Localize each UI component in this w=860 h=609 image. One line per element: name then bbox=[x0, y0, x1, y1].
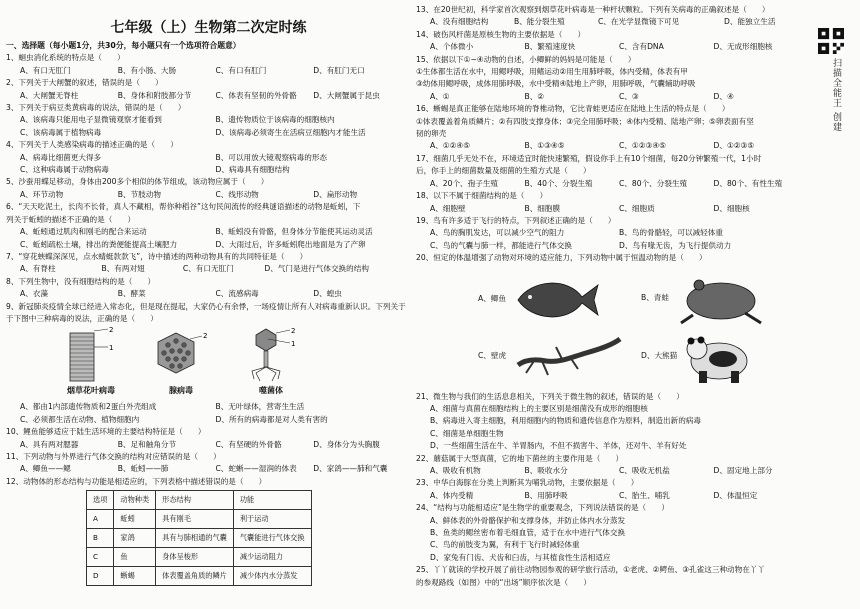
question-13: 13、在20世纪初，科学家首次观察到烟草花叶病毒是一种杆状颗粒。下列有关病毒的正确叙述是（ ） bbox=[416, 5, 770, 14]
option: C、鸟的前肢变为翼，有利于飞行时减轻体重 bbox=[430, 540, 580, 550]
option: C、流感病毒 bbox=[215, 289, 259, 299]
animal-label: B、青蛙 bbox=[641, 293, 669, 303]
option: A、吸收有机物 bbox=[430, 465, 481, 475]
qr-code-icon bbox=[818, 28, 844, 54]
table-cell: 具有与肺相通的气囊 bbox=[156, 529, 234, 548]
question-23-options bbox=[430, 490, 808, 502]
label-number: 1 bbox=[109, 344, 114, 353]
option: B、有小肠、大肠 bbox=[117, 65, 177, 75]
table-cell: 减少体内水分蒸发 bbox=[233, 567, 311, 586]
option: D、家兔有门齿、犬齿和臼齿，与其植食性生活相适应 bbox=[430, 552, 611, 562]
option: C、胎生、哺乳 bbox=[619, 490, 670, 500]
question-10: 10、鲤鱼能够适应于陆生活环境的主要结构特征是（ ） bbox=[6, 427, 206, 437]
option: C、这种病毒属于动物病毒 bbox=[20, 165, 109, 175]
tobacco-mosaic-virus-illustration bbox=[56, 327, 126, 383]
question-6: 6、“天天吃泥土，长肉不长骨，真人不藏相，帮你种稻谷”这句民间流传的经典谜语描述的动物是蚯蚓，下 bbox=[6, 202, 361, 212]
option: A、鸟的胸肌发达，可以减少空气的阻力 bbox=[430, 228, 565, 238]
option: A、有口无肛门 bbox=[20, 65, 71, 75]
animal-frog bbox=[641, 273, 765, 325]
question-24: 24、“结构与功能相适应”是生物学的重要观念，下列说法错误的是（ ） bbox=[416, 503, 669, 513]
option: B、蚯蚓没有骨骼，但身体分节能使其运动灵活 bbox=[215, 227, 373, 237]
animal-label: D、大熊猫 bbox=[641, 351, 678, 361]
question-5-options bbox=[20, 189, 411, 201]
option: D、大雨过后，许多蚯蚓爬出地面是为了产卵 bbox=[215, 239, 366, 249]
option: C、①②③④⑤ bbox=[619, 141, 666, 151]
question-22-options bbox=[430, 465, 808, 477]
option: C、线形动物 bbox=[215, 189, 259, 199]
table-cell: 具有刚毛 bbox=[156, 510, 234, 529]
question-17-cont: 后，你手上的细菌数量及细菌的生殖方式是（ ） bbox=[416, 166, 591, 176]
question-25: 25、丫丫就读的学校开展了前往动物园参观的研学旅行活动，①老虎、②鳄鱼、③孔雀这三种动物在丫丫 bbox=[416, 565, 766, 575]
question-6-options bbox=[20, 226, 411, 238]
panda-icon bbox=[683, 329, 753, 385]
option: B、足和触角分节 bbox=[117, 439, 177, 449]
option: C、体表有坚韧的外骨骼 bbox=[215, 90, 297, 100]
table-cell: 蚯蚓 bbox=[114, 510, 156, 529]
option: A、都由1内部遗传物质和2蛋白外壳组成 bbox=[20, 402, 157, 412]
table-header: 形态结构 bbox=[156, 491, 234, 510]
label-number: 2 bbox=[109, 327, 114, 335]
figure-label: 烟草花叶病毒 bbox=[67, 386, 115, 396]
option: D、该病毒必须寄生在活病豆细胞内才能生活 bbox=[215, 127, 366, 137]
option: B、有两对翅 bbox=[101, 264, 145, 274]
option: C、蛇蜥——湿润的体表 bbox=[215, 464, 297, 474]
question-12: 12、动物体的形态结构与功能是相适应的，下列表格中描述错误的是（ ） bbox=[6, 476, 267, 486]
figure-tobacco-mosaic-virus bbox=[51, 327, 131, 401]
question-9: 9、新冠肺炎疫情全球已经进入常态化，但是现在提起，大家仍心有余悸，一场疫情让所有人对病毒重新认识。下列关于 bbox=[6, 301, 406, 311]
table-cell: 减少运动阻力 bbox=[233, 548, 311, 567]
question-15-items-b: ③幼体用鳃呼吸，成体用肺呼吸，水中受精④陆地上产卵，用肺呼吸，气囊辅助呼吸 bbox=[416, 79, 696, 89]
option: D、扁形动物 bbox=[313, 189, 358, 199]
option: C、③ bbox=[619, 91, 639, 101]
question-9-options bbox=[20, 401, 411, 413]
question-4-options bbox=[20, 152, 411, 164]
option: B、吸收水分 bbox=[524, 465, 568, 475]
table-header: 选项 bbox=[87, 491, 114, 510]
question-2-options bbox=[20, 90, 411, 102]
section-heading: 一、选择题（每小题1分，共30分，每小题只有一个选项符合题意） bbox=[6, 41, 241, 50]
option: C、有坚硬的外骨骼 bbox=[215, 439, 282, 449]
option: A、病毒比细菌更大得多 bbox=[20, 152, 102, 162]
question-25-cont: 的参观路线（如图）中的“出场”顺序依次是（ ） bbox=[416, 577, 591, 587]
option: C、在光学显微镜下可见 bbox=[598, 17, 680, 27]
question-19-options bbox=[430, 227, 808, 239]
question-14-options bbox=[430, 41, 808, 53]
option: C、含有DNA bbox=[619, 42, 664, 52]
option: D、家鸽——肺和气囊 bbox=[313, 464, 388, 474]
animal-giant-panda bbox=[641, 329, 753, 385]
question-3-options bbox=[20, 114, 411, 126]
figure-adenovirus bbox=[141, 327, 221, 401]
question-17-options bbox=[430, 178, 808, 190]
option: A、没有细胞结构 bbox=[430, 17, 489, 27]
option: D、细胞核 bbox=[713, 203, 750, 213]
question-7: 7、“穿花蛱蝶深深见，点水蜻蜓款款飞”，诗中描述的两种动物具有的共同特征是（ ） bbox=[6, 251, 308, 261]
option: D、蝗虫 bbox=[313, 289, 342, 299]
question-3: 3、下列关于病豆类黄病毒的说法，错误的是（ ） bbox=[6, 103, 186, 113]
table-cell: A bbox=[87, 510, 114, 529]
question-6-options-b bbox=[20, 239, 411, 251]
table-row bbox=[87, 529, 312, 548]
scanner-watermark: 扫描全能王 创建 bbox=[831, 58, 841, 132]
option: A、环节动物 bbox=[20, 189, 64, 199]
option: A、鲫鱼——鳃 bbox=[20, 464, 71, 474]
question-3-options-b bbox=[20, 127, 411, 139]
option: C、80个、分裂生殖 bbox=[619, 178, 688, 188]
option: A、体内受精 bbox=[430, 490, 474, 500]
option: D、无成形细胞核 bbox=[713, 42, 773, 52]
option: B、可以用放大镜观察病毒的形态 bbox=[215, 152, 328, 162]
question-15-options bbox=[430, 91, 808, 103]
option: D、①②③⑤ bbox=[713, 141, 755, 151]
option: A、20个、孢子生殖 bbox=[430, 178, 499, 188]
option: D、大闸蟹属于昆虫 bbox=[313, 90, 380, 100]
option: B、节肢动物 bbox=[117, 189, 161, 199]
question-19-options-b bbox=[430, 240, 808, 252]
question-11: 11、下列动物与外界进行气体交换的结构对应错误的是（ ） bbox=[6, 451, 221, 461]
question-1-options bbox=[20, 65, 411, 77]
label-number: 2 bbox=[203, 332, 208, 341]
question-14: 14、破伤风杆菌是原核生物的主要依据是（ ） bbox=[416, 29, 586, 39]
right-column bbox=[416, 4, 808, 589]
table-row bbox=[87, 567, 312, 586]
table-cell: D bbox=[87, 567, 114, 586]
table-header-row bbox=[87, 491, 312, 510]
question-5: 5、沙蚕用蝶足移动，身体由200多个相似的体节组成，该动物应属于（ ） bbox=[6, 177, 269, 187]
animal-figures bbox=[416, 269, 808, 389]
option: B、病毒进入寄主细胞，利用细胞内的物质和遗传信息作为原料，制造出新的病毒 bbox=[430, 416, 701, 426]
label-number: 1 bbox=[291, 340, 296, 349]
question-16-items-b: 韧的卵壳 bbox=[416, 129, 447, 139]
option: A、① bbox=[430, 91, 450, 101]
option: B、无叶绿体，营寄生生活 bbox=[215, 402, 305, 412]
option: A、细菌与真菌在细胞结构上的主要区别是细菌没有成形的细胞核 bbox=[430, 403, 648, 413]
question-2: 2、下列关于大闸蟹的叙述，错误的是（ ） bbox=[6, 78, 163, 88]
question-19: 19、鸟有许多适于飞行的特点，下列叙述正确的是（ ） bbox=[416, 215, 616, 225]
question-4-options-b bbox=[20, 164, 411, 176]
fish-icon bbox=[512, 277, 602, 323]
option: B、细胞膜 bbox=[524, 203, 561, 213]
question-4: 4、下列关于人类感染病毒的描述正确的是（ ） bbox=[6, 140, 178, 150]
option: C、该病毒属于植物病毒 bbox=[20, 127, 102, 137]
question-15-items: ①生体都生活在水中，用鳃呼吸，用鳍运动②用生用肺呼吸，体内受精，体表有甲 bbox=[416, 67, 688, 77]
question-6-cont: 列关于蚯蚓的描述不正确的是（ ） bbox=[6, 214, 136, 224]
option: B、能分裂生殖 bbox=[514, 17, 565, 27]
option: A、蚯蚓通过肌肉和刚毛的配合来运动 bbox=[20, 227, 147, 237]
table-cell: 鱼 bbox=[114, 548, 156, 567]
option: A、①②④⑤ bbox=[430, 141, 471, 151]
question-20: 20、恒定的体温增强了动物对环境的适应能力，下列动物中属于恒温动物的是（ ） bbox=[416, 253, 707, 263]
question-9-cont: 于下图中三种病毒的说法，正确的是（ ） bbox=[6, 313, 158, 323]
table-header: 动物种类 bbox=[114, 491, 156, 510]
option: B、遗传物质位于该病毒的细胞核内 bbox=[215, 115, 335, 125]
left-column bbox=[6, 4, 411, 586]
table-row bbox=[87, 510, 312, 529]
question-13-options bbox=[430, 16, 808, 28]
option: B、鸟的骨骼轻，可以减轻体重 bbox=[619, 228, 723, 238]
option: C、吸收无机盐 bbox=[619, 465, 670, 475]
option: D、病毒具有细胞结构 bbox=[215, 165, 290, 175]
page-title: 七年级（上）生物第二次定时练 bbox=[110, 20, 307, 36]
figure-bacteriophage bbox=[231, 327, 311, 401]
option: C、有口有肛门 bbox=[215, 65, 267, 75]
table-cell: 蜥蜴 bbox=[114, 567, 156, 586]
option: C、蚯蚓疏松土壤，排出的粪便能提高土壤肥力 bbox=[20, 239, 178, 249]
option: D、④ bbox=[713, 91, 734, 101]
question-16: 16、蜥蜴是真正能够在陆地环境的脊椎动物，它比青蛙更适应在陆地上生活的特点是（ ） bbox=[416, 104, 730, 114]
animal-label: C、壁虎 bbox=[478, 351, 507, 361]
question-7-options bbox=[20, 263, 411, 275]
question-23: 23、中华白海豚在分类上判断其为哺乳动物，主要依据是（ ） bbox=[416, 478, 639, 488]
question-11-options bbox=[20, 463, 411, 475]
bacteriophage-illustration bbox=[236, 327, 306, 383]
option: A、细胞壁 bbox=[430, 203, 466, 213]
question-17: 17、细菌几乎无处不在，环境适宜时能快速繁殖，假设你手上有10个细菌，每20分钟繁殖一代，1小时 bbox=[416, 153, 762, 163]
table-cell: 气囊能进行气体交换 bbox=[233, 529, 311, 548]
option: C、必须都生活在动物、植物细胞内 bbox=[20, 414, 140, 424]
animal-gecko bbox=[478, 335, 622, 379]
option: B、蚯蚓——肺 bbox=[117, 464, 169, 474]
option: B、身体和附肢都分节 bbox=[117, 90, 192, 100]
option: D、身体分为头胸腹 bbox=[313, 439, 380, 449]
question-8-options bbox=[20, 288, 411, 300]
table-header: 功能 bbox=[233, 491, 311, 510]
table-cell: 利于运动 bbox=[233, 510, 311, 529]
option: B、40个、分裂生殖 bbox=[524, 178, 593, 188]
question-16-options bbox=[430, 140, 808, 152]
option: D、所有的病毒都是对人类有害的 bbox=[215, 414, 328, 424]
option: B、用肺呼吸 bbox=[524, 490, 568, 500]
question-10-options bbox=[20, 439, 411, 451]
option: A、鲜体表的外骨骼保护和支撑身体，并防止体内水分蒸发 bbox=[430, 515, 626, 525]
table-cell: 身体呈梭形 bbox=[156, 548, 234, 567]
animal-label: A、鲫鱼 bbox=[478, 294, 506, 304]
option: A、该病毒只能用电子显微镜观察才能看到 bbox=[20, 115, 162, 125]
option: A、具有两对腮器 bbox=[20, 439, 79, 449]
option: D、一些细菌生活在牛、羊胃肠内，不但不损害牛、羊体，还对牛、羊有好处 bbox=[430, 441, 687, 451]
figure-label: 噬菌体 bbox=[259, 386, 283, 396]
label-number: 2 bbox=[291, 327, 296, 336]
table-cell: C bbox=[87, 548, 114, 567]
option: D、气门是进行气体交换的结构 bbox=[264, 264, 369, 274]
option: B、①③④⑤ bbox=[524, 141, 565, 151]
option: B、繁殖速度快 bbox=[524, 42, 576, 52]
question-1: 1、蛔虫消化系统的特点是（ ） bbox=[6, 53, 125, 63]
option: A、衣藻 bbox=[20, 289, 48, 299]
option: B、鱼类的鳃丝密布着毛细血管，适于在水中进行气体交换 bbox=[430, 528, 626, 537]
table-cell: B bbox=[87, 529, 114, 548]
question-18: 18、以下不属于细菌结构的是（ ） bbox=[416, 191, 548, 201]
figure-label: 腺病毒 bbox=[169, 386, 193, 396]
option: C、鸟的气囊与肺一样，都能进行气体交换 bbox=[430, 240, 572, 250]
question-15: 15、依据以下①~④动物的自述，小鲫鲜的妈妈是可能是（ ） bbox=[416, 54, 636, 64]
table-cell: 家鸽 bbox=[114, 529, 156, 548]
virus-figures bbox=[46, 327, 316, 401]
option: C、细菌是单细胞生物 bbox=[430, 428, 504, 438]
table-row bbox=[87, 548, 312, 567]
question-16-items: ①体表覆盖着角质鳞片；②有四肢支撑身体；③完全用肺呼吸；④体内受精、陆地产卵；⑤卵表面有坚 bbox=[416, 116, 754, 126]
question-12-table bbox=[86, 490, 312, 586]
question-18-options bbox=[430, 203, 808, 215]
option: C、细胞质 bbox=[619, 203, 655, 213]
option: A、个体微小 bbox=[430, 42, 474, 52]
option: B、酵菜 bbox=[117, 289, 146, 299]
question-8: 8、下列生物中，没有细胞结构的是（ ） bbox=[6, 276, 156, 286]
question-9-options-b bbox=[20, 414, 411, 426]
option: A、有脊柱 bbox=[20, 264, 56, 274]
animal-crucian-carp bbox=[478, 277, 602, 323]
frog-icon bbox=[675, 273, 765, 325]
option: C、有口无肛门 bbox=[182, 264, 234, 274]
option: B、② bbox=[524, 91, 545, 101]
gecko-icon bbox=[512, 335, 622, 379]
table-cell: 体表覆盖角质的鳞片 bbox=[156, 567, 234, 586]
option: D、能独立生活 bbox=[724, 17, 776, 27]
option: D、有肛门无口 bbox=[313, 65, 365, 75]
option: A、大闸蟹无脊柱 bbox=[20, 90, 79, 100]
option: D、固定地上部分 bbox=[713, 465, 773, 475]
question-22: 22、蘑菇属于大型真菌，它的地下菌丝的主要作用是（ ） bbox=[416, 453, 624, 463]
adenovirus-illustration bbox=[146, 327, 216, 383]
option: D、80个、有性生殖 bbox=[713, 178, 783, 188]
option: D、体温恒定 bbox=[713, 490, 758, 500]
question-21: 21、微生物与我们的生活息息相关，下列关于微生物的叙述，错误的是（ ） bbox=[416, 391, 684, 401]
option: D、鸟有喙无齿，为飞行提供动力 bbox=[619, 240, 732, 250]
